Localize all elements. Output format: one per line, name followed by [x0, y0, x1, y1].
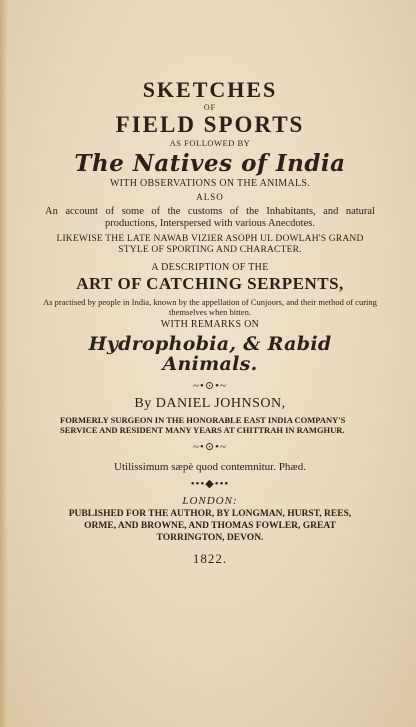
title-block: [40, 78, 380, 566]
latin-motto: Utilissimum sæpè quod contemnitur. Phæd.: [114, 460, 306, 473]
subtitle-practised: As practised by people in India, known by the appellation of Cunjoors, and their method of curing themselves when bitten.: [43, 296, 377, 318]
title-as-followed-by: AS FOLLOWED BY: [169, 137, 251, 148]
publication-year: 1822.: [192, 550, 228, 566]
author-line: By DANIEL JOHNSON,: [134, 396, 286, 412]
title-natives-of-india: The Natives of India: [74, 149, 346, 177]
ornament-divider-1: ~•⊙•~: [193, 379, 227, 392]
subtitle-account: An account of some of the customs of the Inhabitants, and natural productions, Interspersed with various Anecdotes.: [45, 205, 375, 229]
imprint-place: LONDON:: [182, 494, 238, 507]
title-hydrophobia: Hydrophobia, & Rabid Animals.: [88, 332, 332, 375]
subtitle-also: ALSO: [196, 192, 224, 203]
publisher-line: PUBLISHED FOR THE AUTHOR, BY LONGMAN, HURST, REES, ORME, AND BROWNE, AND THOMAS FOWLER, GREAT TORRINGTON, DEVON.: [68, 509, 352, 544]
title-line-sketches: SKETCHES: [142, 77, 278, 102]
ornament-divider-3: •••◆•••: [190, 478, 230, 491]
title-of: OF: [203, 103, 217, 113]
ornament-divider-2: ~•⊙•~: [193, 441, 227, 454]
author-credentials: FORMERLY SURGEON IN THE HONORABLE EAST INDIA COMPANY'S SERVICE AND RESIDENT MANY YEARS AT CHITTRAH IN RAMGHUR.: [60, 414, 346, 436]
title-art-of-catching-serpents: ART OF CATCHING SERPENTS,: [76, 274, 344, 294]
title-line-field-sports: FIELD SPORTS: [115, 112, 305, 138]
subtitle-observations: WITH OBSERVATIONS ON THE ANIMALS.: [109, 177, 311, 189]
page-edge-shadow: [0, 0, 8, 727]
subtitle-description: A DESCRIPTION OF THE: [151, 261, 269, 273]
subtitle-likewise: LIKEWISE THE LATE NAWAB VIZIER ASOPH UL DOWLAH'S GRAND STYLE OF SPORTING AND CHARACTER.: [56, 233, 364, 256]
subtitle-remarks: WITH REMARKS ON: [160, 319, 260, 331]
